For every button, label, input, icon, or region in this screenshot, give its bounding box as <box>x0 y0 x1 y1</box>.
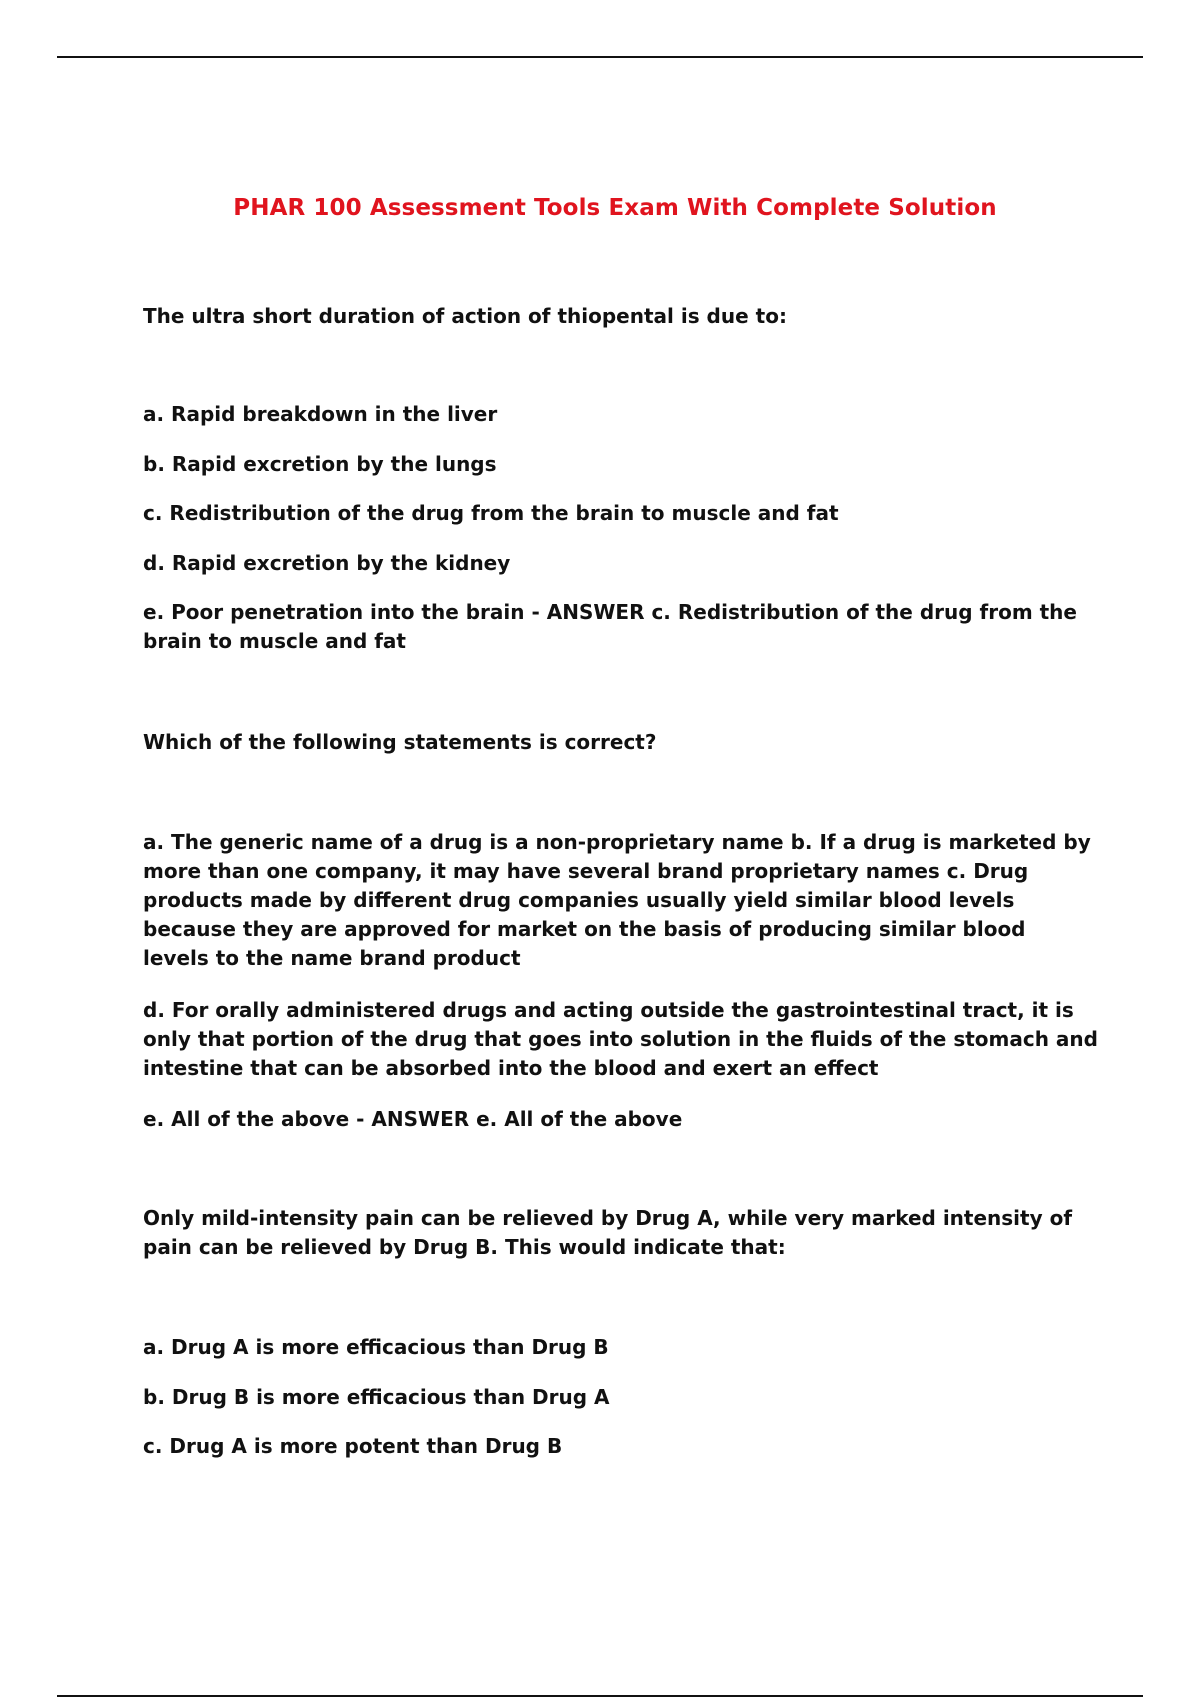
question-3-option-c: c. Drug A is more potent than Drug B <box>143 1434 563 1458</box>
question-1-prompt: The ultra short duration of action of thiopental is due to: <box>143 304 787 328</box>
question-3-option-a: a. Drug A is more efficacious than Drug B <box>143 1335 609 1359</box>
question-1-option-a: a. Rapid breakdown in the liver <box>143 402 498 426</box>
question-2-option-d: d. For orally administered drugs and acting outside the gastrointestinal tract, it is only that portion of the drug that goes into solution in the fluids of the stomach and intestine that can be absorbed into the blood and exert an effect <box>143 998 1098 1080</box>
question-1-option-e: e. Poor penetration into the brain - ANSWER c. Redistribution of the drug from the brain to muscle and fat <box>143 600 1077 653</box>
question-1-option-c: c. Redistribution of the drug from the brain to muscle and fat <box>143 501 839 525</box>
question-3-option-b: b. Drug B is more efficacious than Drug A <box>143 1385 610 1409</box>
question-2-prompt: Which of the following statements is correct? <box>143 730 657 754</box>
document-title: PHAR 100 Assessment Tools Exam With Complete Solution <box>233 195 997 221</box>
question-2-option-e: e. All of the above - ANSWER e. All of the above <box>143 1107 683 1131</box>
question-1-option-d: d. Rapid excretion by the kidney <box>143 551 511 575</box>
question-1-option-b: b. Rapid excretion by the lungs <box>143 452 497 476</box>
question-3-prompt: Only mild-intensity pain can be relieved by Drug A, while very marked intensity of pain can be relieved by Drug B. This would indicate that: <box>143 1206 1073 1259</box>
bottom-divider <box>57 1695 1143 1697</box>
question-2-option-abc: a. The generic name of a drug is a non-proprietary name b. If a drug is marketed by more than one company, it may have several brand proprietary names c. Drug products made by different drug companies usually yield similar blood levels because they are approved for market on the basis of producing similar blood levels to the name brand product <box>143 830 1091 970</box>
top-divider <box>57 56 1143 58</box>
